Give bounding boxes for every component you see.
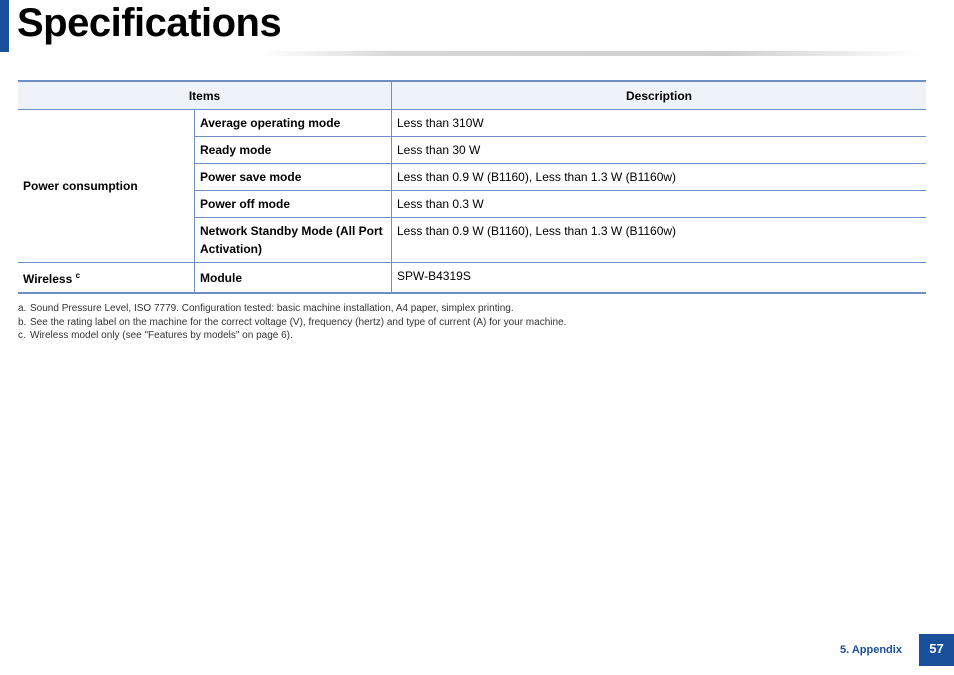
footnote-ref: c bbox=[75, 271, 81, 280]
footnote-text: Wireless model only (see "Features by models" on page 6). bbox=[30, 330, 293, 341]
table-row bbox=[18, 110, 926, 137]
table-header-row bbox=[18, 81, 926, 110]
footnote-text: Sound Pressure Level, ISO 7779. Configuration tested: basic machine installation, A4 paper, simplex printing. bbox=[30, 303, 514, 314]
title-divider bbox=[262, 51, 922, 56]
row-description: Less than 30 W bbox=[392, 137, 927, 164]
footnote-item bbox=[18, 329, 566, 343]
header-description: Description bbox=[392, 81, 927, 110]
row-sub-label: Power off mode bbox=[195, 191, 392, 218]
page-number: 57 bbox=[919, 634, 954, 666]
group-label-wireless bbox=[18, 263, 195, 294]
group-label-text: Wireless bbox=[23, 272, 73, 286]
row-sub-label: Power save mode bbox=[195, 164, 392, 191]
footnote-mark: b. bbox=[18, 316, 27, 328]
row-description: Less than 0.9 W (B1160), Less than 1.3 W (B1160w) bbox=[392, 218, 927, 263]
footnote-item bbox=[18, 302, 566, 316]
row-description: Less than 0.9 W (B1160), Less than 1.3 W (B1160w) bbox=[392, 164, 927, 191]
table-row bbox=[18, 263, 926, 294]
footnote-item bbox=[18, 316, 566, 330]
group-label-text: Power consumption bbox=[23, 179, 138, 193]
group-label-power bbox=[18, 110, 195, 263]
row-sub-label: Ready mode bbox=[195, 137, 392, 164]
title-accent-bar bbox=[0, 0, 9, 52]
row-sub-label: Average operating mode bbox=[195, 110, 392, 137]
row-description: Less than 310W bbox=[392, 110, 927, 137]
footer-section-link[interactable]: 5. Appendix bbox=[840, 644, 902, 656]
footnotes bbox=[18, 302, 566, 343]
spec-table bbox=[18, 80, 926, 294]
row-description: SPW-B4319S bbox=[392, 263, 927, 294]
footnote-mark: a. bbox=[18, 303, 27, 314]
row-sub-label: Module bbox=[195, 263, 392, 294]
page-title: Specifications bbox=[17, 1, 282, 45]
footnote-text: See the rating label on the machine for the correct voltage (V), frequency (hertz) and type of current (A) for your machine. bbox=[30, 316, 567, 328]
footnote-mark: c. bbox=[18, 330, 26, 341]
row-sub-label: Network Standby Mode (All Port Activation) bbox=[195, 218, 392, 263]
row-description: Less than 0.3 W bbox=[392, 191, 927, 218]
header-items: Items bbox=[18, 81, 392, 110]
